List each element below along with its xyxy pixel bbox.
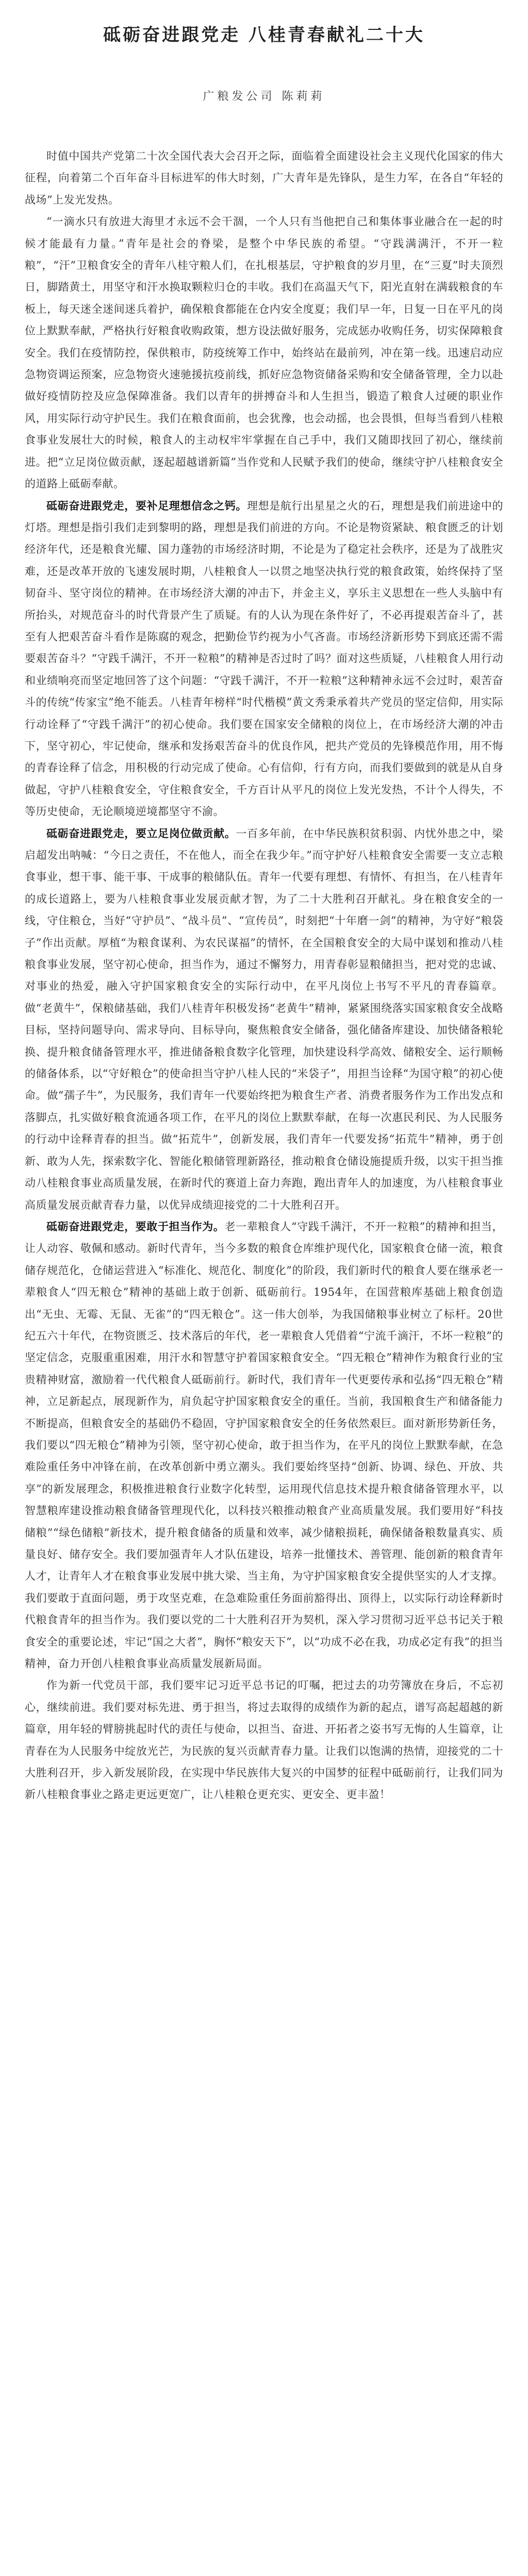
- paragraph-text: “一滴水只有放进大海里才永远不会干涸，一个人只有当他把自己和集体事业融合在一起的时候才能最有力量。”青年是社会的脊梁，是整个中华民族的希望。“守践满满汗，不开一粒粮”，“汗”卫粮食安全的青年八桂守粮人们，在扎根基层，守护粮食的岁月里，在“三夏”时夫顶烈日，脚踏黄土，用坚守和汗水换取颗粒归仓的丰收。我们在高温天气下，阳光直射在满载粮食的车板上，每天迷全迷间迷兵着护，确保粮食都能在仓内安全度夏；我们早一年，日复一日在平凡的岗位上默默奉献，严格执行好粮食收购政策，想方设法做好服务，完成惩办收购任务，切实保障粮食安全。我们在疫情防控，保供粮市，防疫统筹工作中，始终站在最前列，冲在第一线。迅速启动应急物资调运预案，应急物资火速驰援抗疫前线，抓好应急物资储备采购和安全储备管理，全力以赴做好疫情防控及应急保障准备。我们以青年的拼搏奋斗和人生担当，锻造了粮食人过硬的职业作风，用实际行动守护民生。我们在粮食面前，也会犹豫，也会动摇，也会畏惧，但每当看到八桂粮食事业发展壮大的时候，粮食人的主动权牢牢掌握在自己手中，我们又随即找回了初心，继续前进。把“立足岗位做贡献，逐起超越谱新篇”当作党和人民赋予我们的使命，继续守护八桂粮食安全的道路上砥砺奉献。: [25, 215, 503, 490]
- article-paragraph: [25, 1216, 503, 1675]
- paragraph-text: 时值中国共产党第二十次全国代表大会召开之际，面临着全面建设社会主义现代化国家的伟大征程，向着第二个百年奋斗目标进军的伟大时刻，广大青年是先锋队，是生力军，在各自“年轻的战场”上发光发热。: [25, 150, 503, 206]
- paragraph-text: 作为新一代党员干部，我们要牢记习近平总书记的叮嘱，把过去的功劳簿放在身后，不忘初心，继续前进。我们要对标先进、勇于担当，将过去取得的成绩作为新的起点，谱写高起超越的新篇章，用年轻的臂膀挑起时代的责任与使命，以担当、奋进、开拓者之姿书写无悔的人生篇章，让青春在为人民服务中绽放光芒，为民族的复兴贡献青春力量。让我们以饱满的热情，迎接党的二十大胜利召开，步入新发展阶段，在实现中华民族伟大复兴的中国梦的征程中砥砺前行，让我们同为新八桂粮食事业之路走更远更宽广，让八桂粮仓更充实、更安全、更丰盈！: [25, 1679, 503, 1801]
- article-paragraph: [25, 211, 503, 495]
- article-paragraph: [25, 823, 503, 1216]
- article-paragraph: [25, 1674, 503, 1805]
- paragraph-lead-sentence: 砥砺奋进跟党走，要补足理想信念之钙。: [46, 499, 248, 512]
- article-body: [25, 145, 503, 1806]
- paragraph-text: 理想是航行出星星之火的石，理想是我们前进途中的灯塔。理想是指引我们走到黎明的路，理想是我们前进的方向。不论是物资紧缺、粮食匮乏的计划经济年代，还是粮食光耀、国力蓬勃的市场经济时期，不论是为了稳定社会秩序，还是为了战胜灾难，还是改革开放的飞速发展时期，八桂粮食人一以贯之地坚决执行党的粮食政策，始终保持了坚韧奋斗、坚守岗位的精神。在市场经济大潮的冲击下，并金主义，享乐主义思想在一些人头脑中有所抬头，对规范奋斗的时代背景产生了质疑。有的人认为现在条件好了，不必再提艰苦奋斗了，甚至有人把艰苦奋斗看作是陈腐的观念，把勤俭节约视为小气吝啬。市场经济新形势下到底还需不需要艰苦奋斗？“守践千满汗，不开一粒粮”的精神是否过时了吗？面对这些质疑，八桂粮食人用行动和业绩响亮而坚定地回答了这个问题：“守践千满汗，不开一粒粮”这种精神永远不会过时，艰苦奋斗的传统“传家宝”绝不能丢。八桂青年榜样“时代楷模”黄文秀秉承着共产党员的坚定信仰，用实际行动诠释了“守践千满汗”的初心使命。我们要在国家安全储粮的岗位上，在市场经济大潮的冲击下，坚守初心，牢记使命，继承和发扬艰苦奋斗的优良作风，把共产党员的先锋模范作用，用不悔的青春诠释了信念，用积极的行动完成了使命。心有信仰，行有方向，而我们要做到的就是从自身做起，守护八桂粮食安全，守住粮食安全，千方百计从平凡的岗位上发光发热，不计个人得失，不等历史使命，无论顺境逆境都坚守不渝。: [25, 499, 504, 818]
- article-paragraph: [25, 495, 503, 823]
- article-paragraph: [25, 145, 503, 211]
- paragraph-lead-sentence: 砥砺奋进跟党走，要敢于担当作为。: [46, 1219, 225, 1233]
- paragraph-text: 老一辈粮食人“守践千满汗，不开一粒粮”的精神和担当，让人动容、敬佩和感动。新时代青年，当今多数的粮食仓库维护现代化，国家粮食仓储一流，粮食储存规范化，仓储运营进入“标准化、规范化、制度化”的阶段，我们新时代的粮食人要在继承老一辈粮食人“四无粮仓”精神的基础上敢于创新、砥砺前行。1954年，在国营粮库基础上粮食创造出“无虫、无霉、无鼠、无雀”的“四无粮仓”。这一伟大创举，为我国储粮事业树立了标杆。20世纪五六十年代，在物资匮乏、技术落后的年代，老一辈粮食人凭借着“宁流千滴汗，不坏一粒粮”的坚定信念，克服重重困难，用汗水和智慧守护着国家粮食安全。“四无粮仓”精神作为粮食行业的宝贵精神财富，激励着一代代粮食人砥砺前行。新时代，我们青年一代更要传承和弘扬“四无粮仓”精神，立足新起点，展现新作为，肩负起守护国家粮食安全的重任。当前，我国粮食生产和储备能力不断提高，但粮食安全的基础仍不稳固，守护国家粮食安全的任务依然艰巨。面对新形势新任务，我们要以“四无粮仓”精神为引领，坚守初心使命，敢于担当作为，在平凡的岗位上默默奉献，在急难险重任务中冲锋在前，在改革创新中勇立潮头。我们要始终坚持“创新、协调、绿色、开放、共享”的新发展理念，积极推进粮食行业数字化转型，运用现代信息技术提升粮食储备管理水平，以智慧粮库建设推动粮食储备管理现代化，以科技兴粮推动粮食产业高质量发展。我们要用好“科技储粮”“绿色储粮”新技术，提升粮食储备的质量和效率，减少储粮损耗，确保储备粮数量真实、质量良好、储存安全。我们要加强青年人才队伍建设，培养一批懂技术、善管理、能创新的粮食青年人才，让青年人才在粮食事业发展中挑大梁、当主角，为守护国家粮食安全提供坚实的人才支撑。我们要敢于直面问题，勇于攻坚克难，在急难险重任务面前豁得出、顶得上，以实际行动诠释新时代粮食青年的担当作为。我们要以党的二十大胜利召开为契机，深入学习贯彻习近平总书记关于粮食安全的重要论述，牢记“国之大者”，胸怀“粮安天下”，以“功成不必在我，功成必定有我”的担当精神，奋力开创八桂粮食事业高质量发展新局面。: [25, 1220, 503, 1670]
- paragraph-text: 一百多年前，在中华民族积贫积弱、内忧外患之中，梁启超发出呐喊：“今日之责任，不在他人，而全在我少年。”而守护好八桂粮食安全需要一支立志粮食事业，想干事、能干事、干成事的粮储队伍。青年一代要有理想、有情怀、有担当，在八桂青年的成长道路上，要为八桂粮食事业发展贡献才智，为了二十大胜利召开献礼。身在粮食安全的一线，守住粮仓，当好“守护员”、“战斗员”、“宣传员”，时刻把“十年磨一剑”的精神，为守好“粮袋子”作出贡献。厚植“为粮食谋利、为农民谋福”的情怀，在全国粮食安全的大局中谋划和推动八桂粮食事业发展，坚守初心使命，担当作为，通过不懈努力，用青春彰显粮储担当，把对党的忠诚、对事业的热爱，融入守护国家粮食安全的实际行动中，在平凡岗位上书写不平凡的青春篇章。做“老黄牛”，保粮储基础，我们八桂青年积极发扬“老黄牛”精神，紧紧围绕落实国家粮食安全战略目标，坚持问题导向、需求导向、目标导向，聚焦粮食安全储备，强化储备库建设、加快储备粮轮换、提升粮食储备管理水平，推进储备粮食数字化管理，加快建设科学高效、储粮安全、运行顺畅的储备体系，以“守好粮仓”的使命担当守护八桂人民的“米袋子”，用担当诠释“为国守粮”的初心使命。做“孺子牛”，为民服务，我们青年一代要始终把为粮食生产者、消费者服务作为工作出发点和落脚点，扎实做好粮食流通各项工作，在平凡的岗位上默默奉献，在每一次惠民利民、为人民服务的行动中诠释青春的担当。做“拓荒牛”，创新发展，我们青年一代要发扬“拓荒牛”精神，勇于创新、敢为人先，探索数字化、智能化粮储管理新路径，推动粮食仓储设施提质升级，以实干担当推动八桂粮食事业高质量发展，在新时代的赛道上奋力奔跑，跑出青年人的加速度，为八桂粮食事业高质量发展贡献青春力量，以优异成绩迎接党的二十大胜利召开。: [25, 827, 504, 1211]
- article-title: 砥砺奋进跟党走 八桂青春献礼二十大: [103, 25, 425, 45]
- paragraph-lead-sentence: 砥砺奋进跟党走，要立足岗位做贡献。: [46, 826, 236, 840]
- article-byline: 广粮发公司 陈莉莉: [203, 90, 325, 103]
